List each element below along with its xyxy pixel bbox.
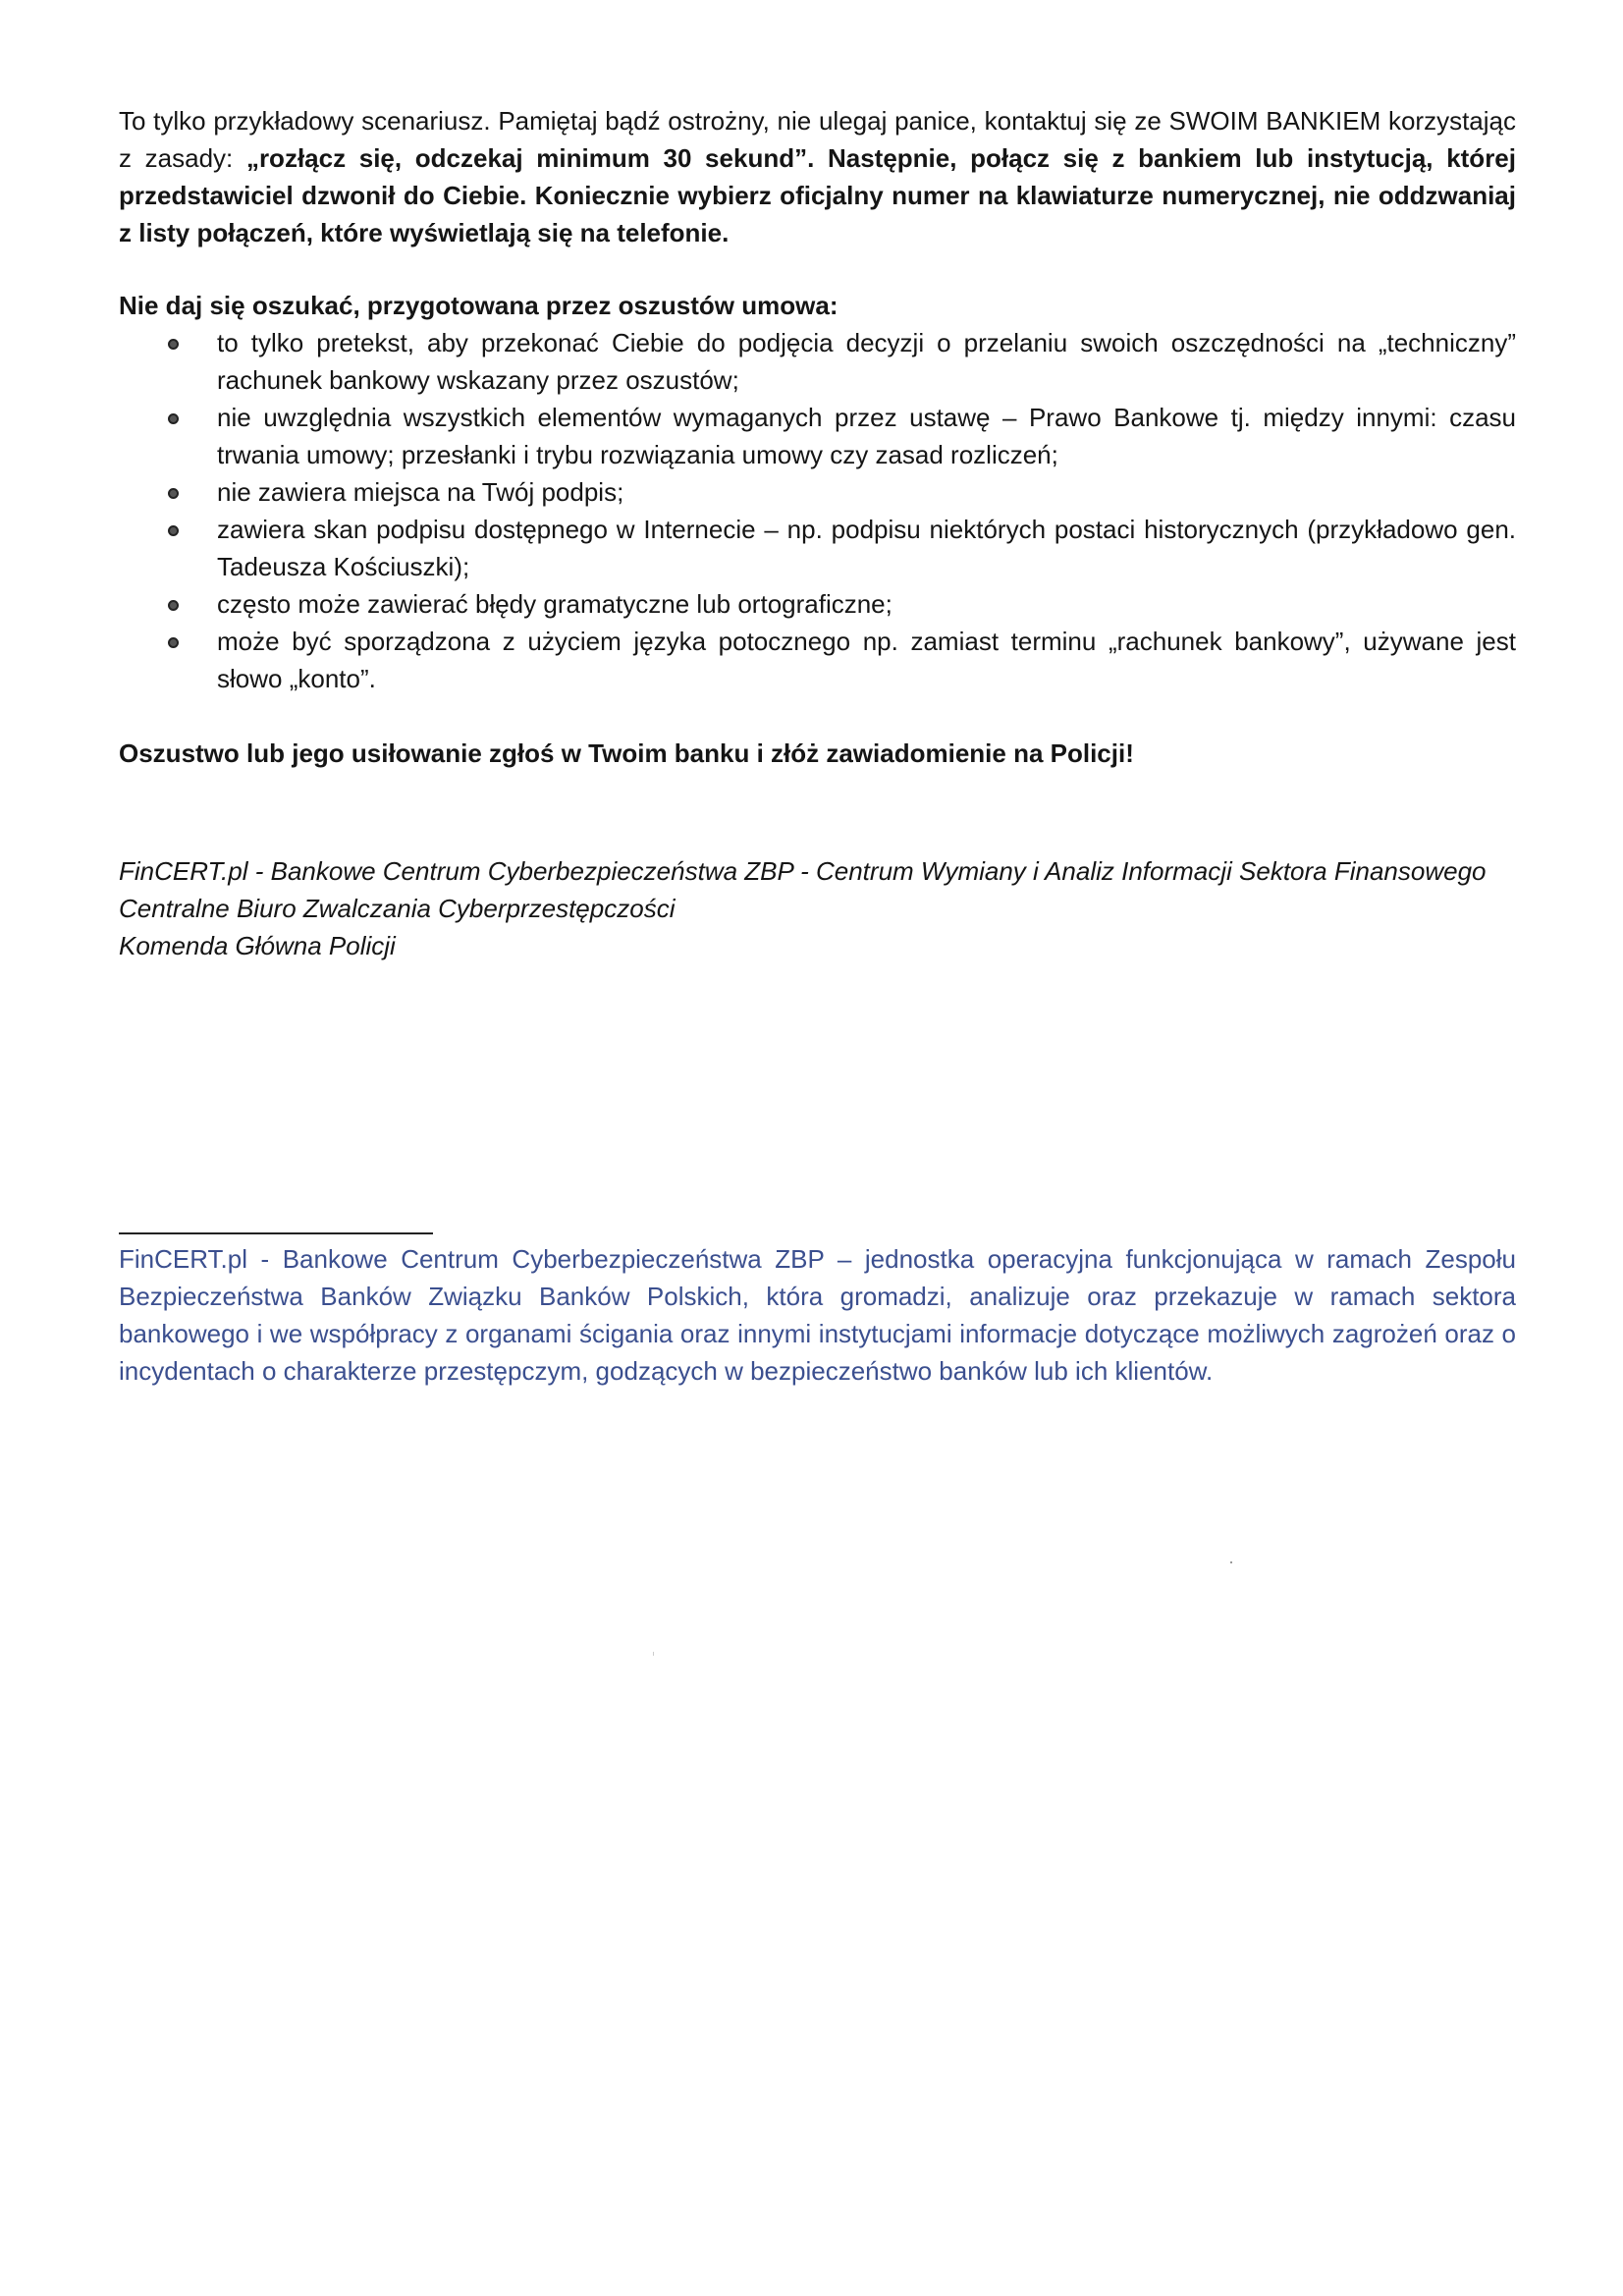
- bullet-icon: [168, 339, 179, 350]
- list-item: [119, 623, 1516, 697]
- list-item-text: to tylko pretekst, aby przekonać Ciebie do podjęcia decyzji o przelaniu swoich oszczędności na „techniczny” rachunek bankowy wskazany przez oszustów;: [217, 328, 1516, 395]
- signature-line-fincert: FinCERT.pl - Bankowe Centrum Cyberbezpieczeństwa ZBP - Centrum Wymiany i Analiz Informacji Sektora Finansowego: [119, 856, 1487, 886]
- list-item: [119, 511, 1516, 585]
- bullet-icon: [168, 637, 179, 648]
- list-item-text: nie zawiera miejsca na Twój podpis;: [217, 477, 624, 507]
- list-item: [119, 324, 1516, 399]
- intro-text-bold: „rozłącz się, odczekaj minimum 30 sekund”. Następnie, połącz się z bankiem lub instytucją, której przedstawiciel dzwonił do Ciebie. Koniecznie wybierz oficjalny numer na klawiaturze numerycznej, nie oddzwaniaj z listy połączeń, które wyświetlają się na telefonie.: [119, 143, 1516, 247]
- list-item: [119, 473, 1516, 511]
- contract-warning-list: [119, 324, 1516, 697]
- bullet-icon: [168, 413, 179, 424]
- signature-line-kgp: Komenda Główna Policji: [119, 931, 396, 960]
- list-item: [119, 399, 1516, 473]
- list-item-text: nie uwzględnia wszystkich elementów wymaganych przez ustawę – Prawo Bankowe tj. między innymi: czasu trwania umowy; przesłanki i trybu rozwiązania umowy czy zasad rozliczeń;: [217, 403, 1516, 469]
- signature-block: [119, 852, 1516, 964]
- footnote-divider: [119, 1232, 433, 1234]
- list-item-text: często może zawierać błędy gramatyczne lub ortograficzne;: [217, 589, 893, 619]
- list-item: [119, 585, 1516, 623]
- footnote: [119, 1232, 1516, 1390]
- contract-warning-heading: Nie daj się oszukać, przygotowana przez oszustów umowa:: [119, 291, 839, 320]
- main-content: [119, 102, 1516, 964]
- bullet-icon: [168, 525, 179, 536]
- signature-line-cbzc: Centralne Biuro Zwalczania Cyberprzestępczości: [119, 894, 676, 923]
- footnote-text: FinCERT.pl - Bankowe Centrum Cyberbezpieczeństwa ZBP – jednostka operacyjna funkcjonująca w ramach Zespołu Bezpieczeństwa Banków Związku Banków Polskich, która gromadzi, analizuje oraz przekazuje w ramach sektora bankowego i we współpracy z organami ścigania oraz innymi instytucjami informacje dotyczące możliwych zagrożeń oraz o incydentach o charakterze przestępczym, godzących w bezpieczeństwo banków lub ich klientów.: [119, 1244, 1516, 1386]
- intro-paragraph: [119, 102, 1516, 251]
- report-notice: Oszustwo lub jego usiłowanie zgłoś w Twoim banku i złóż zawiadomienie na Policji!: [119, 738, 1134, 768]
- intro-text-regular: To tylko przykładowy scenariusz. Pamiętaj bądź ostrożny, nie ulegaj panice, kontaktuj się ze SWOIM BANKIEM korzystając z zasady:: [119, 106, 1516, 173]
- list-item-text: zawiera skan podpisu dostępnego w Internecie – np. podpisu niektórych postaci historycznych (przykładowo gen. Tadeusza Kościuszki);: [217, 515, 1516, 581]
- bullet-icon: [168, 600, 179, 611]
- scan-speck: [653, 1652, 654, 1656]
- scan-speck: [1230, 1561, 1232, 1563]
- bullet-icon: [168, 488, 179, 499]
- list-item-text: może być sporządzona z użyciem języka potocznego np. zamiast terminu „rachunek bankowy”, używane jest słowo „konto”.: [217, 627, 1516, 693]
